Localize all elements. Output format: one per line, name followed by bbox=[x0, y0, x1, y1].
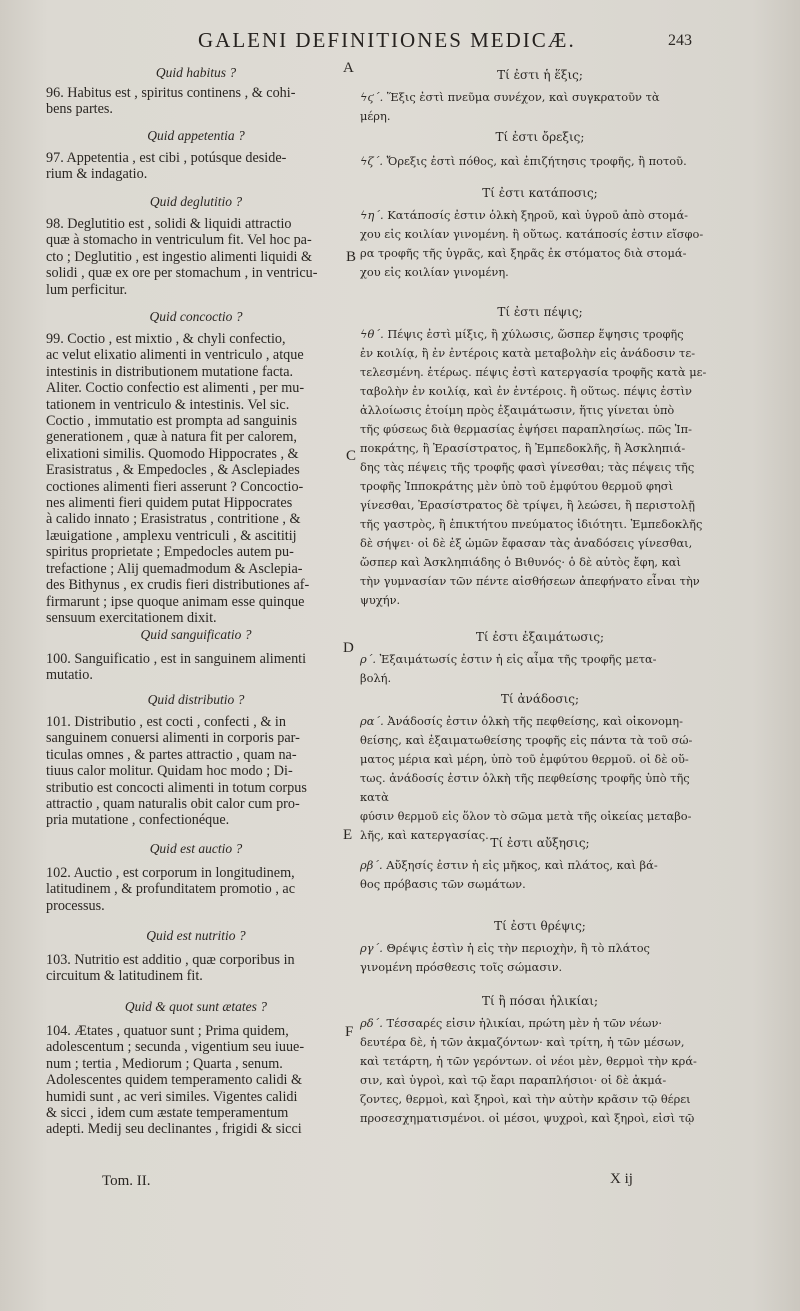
running-title: GALENI DEFINITIONES MEDICÆ. bbox=[198, 28, 576, 52]
latin-heading: Quid sanguificatio ? bbox=[140, 627, 252, 642]
latin-definition-97 bbox=[46, 128, 346, 183]
latin-heading: Quid habitus ? bbox=[155, 65, 237, 80]
greek-heading: Τί ἐστι ἐξαιμάτωσις; bbox=[475, 630, 605, 644]
greek-text: Ἀνάδοσίς ἐστιν ὁλκὴ τῆς πεφθείσης, καὶ οἰκονομη- θείσης, καὶ ἐξαιματωθείσης τροφῆς εἰς πάντα τὰ τοῦ σώ- ματος μέρια καὶ μέρη, ὑπὸ τοῦ ἐμφύτου θερμοῦ. οἱ δὲ οὕ- τως. ἀνάδοσίς ἐστιν ὁλκὴ τῆς πεφθείσης τροφῆς ὑπὸ τῆς κατὰ φύσιν θερμοῦ εἰς ὅλον τὸ σῶμα μετὰ τῆς οἰκείας μεταβο- λῆς, καὶ κατεργασίας. bbox=[360, 714, 693, 842]
greek-heading: Τί ἐστι κατάποσις; bbox=[482, 186, 598, 200]
greek-definition-100 bbox=[360, 630, 720, 688]
greek-text: Αὔξησίς ἐστιν ἡ εἰς μῆκος, καὶ πλάτος, καὶ βά- θος πρόβασις τῶν σωμάτων. bbox=[360, 858, 658, 891]
greek-number: ϟϛ΄. bbox=[360, 90, 384, 104]
latin-heading: Quid distributio ? bbox=[147, 692, 245, 707]
greek-heading: Τί ἐστι ὄρεξις; bbox=[495, 130, 585, 144]
greek-number: ϟζ΄. bbox=[360, 154, 384, 168]
greek-number: ργ΄. bbox=[360, 941, 383, 955]
latin-definition-104 bbox=[46, 999, 346, 1138]
greek-definition-98 bbox=[360, 186, 720, 282]
greek-text: Ἕξις ἐστὶ πνεῦμα συνέχον, καὶ συγκρατοῦν τὰ μέρη. bbox=[360, 90, 660, 123]
greek-text: Ἐξαιμάτωσίς ἐστιν ἡ εἰς αἷμα τῆς τροφῆς μετα- βολή. bbox=[360, 652, 657, 685]
latin-entry: 98. Deglutitio est , solidi & liquidi attractio quæ à stomacho in ventriculum fit. Vel hoc pa- cto ; Deglutitio , est ingestio alimenti liquidi & solidi , quæ ex ore per stomachum , in ventricu- lum perficitur. bbox=[46, 216, 318, 298]
greek-heading: Τί ἐστι ἡ ἕξις; bbox=[497, 68, 583, 82]
greek-number: ϟη΄. bbox=[360, 208, 384, 222]
margin-letter-e: E bbox=[343, 827, 353, 843]
latin-heading: Quid est nutritio ? bbox=[146, 928, 246, 943]
latin-entry: 96. Habitus est , spiritus continens , & cohi- bens partes. bbox=[46, 85, 296, 118]
greek-definition-99 bbox=[360, 305, 720, 610]
greek-entry bbox=[360, 206, 720, 282]
greek-entry bbox=[360, 88, 720, 126]
greek-number: ρβ΄. bbox=[360, 858, 383, 872]
greek-definition-96 bbox=[360, 68, 720, 126]
greek-definition-102 bbox=[360, 836, 720, 894]
greek-text: Κατάποσίς ἐστιν ὁλκὴ ξηροῦ, καὶ ὑγροῦ ἀπὸ στομά- χου εἰς κοιλίαν γινομένη. ἢ οὕτως. κατάποσίς ἐστιν εἴσφο- ρα τροφῆς τῆς ὑγρᾶς, καὶ ξηρᾶς ἐκ στόματος διὰ στομά- χου εἰς κοιλίαν γινομένη. bbox=[360, 208, 704, 279]
greek-text: Τέσσαρές εἰσιν ἡλικίαι, πρώτη μὲν ἡ τῶν νέων· δευτέρα δὲ, ἡ τῶν ἀκμαζόντων· καὶ τρίτη, ἡ τῶν μέσων, καὶ τετάρτη, ἡ τῶν γερόντων. οἱ νέοι μὲν, θερμοὶ τὴν κρά- σιν, καὶ ὑγροὶ, καὶ τῷ ἔαρι παραπλήσιοι· οἱ δὲ ἀκμά- ζοντες, θερμοὶ, καὶ ξηροὶ, καὶ τὴν αὐτὴν κρᾶσιν τῷ θέρει προσεσχηματισμένοι. οἱ μέσοι, ψυχροὶ, καὶ ξηροὶ, εἰσὶ τῷ bbox=[360, 1016, 697, 1125]
margin-letter-c: C bbox=[346, 448, 357, 464]
latin-heading: Quid appetentia ? bbox=[147, 128, 245, 143]
greek-number: ϟθ΄. bbox=[360, 327, 384, 341]
greek-text: Θρέψις ἐστὶν ἡ εἰς τὴν περιοχὴν, ἢ τὸ πλάτος γινομένη πρόσθεσις τοῖς σώμασιν. bbox=[360, 941, 650, 974]
latin-entry: 101. Distributio , est cocti , confecti , & in sanguinem conuersi alimenti in corporis par- ticulas omnes , & partes attractio , quam na- tiuus calor molitur. Quidam hoc modo ; Di- stributio est concocti alimenti in totum corpus attractio , quam naturalis obit calor cum pro- pria mutatione , confectionéque. bbox=[46, 714, 307, 829]
greek-definition-101 bbox=[360, 692, 720, 845]
greek-definition-97 bbox=[360, 130, 720, 171]
latin-definition-103 bbox=[46, 928, 346, 985]
greek-heading: Τί ἐστι αὔξησις; bbox=[490, 836, 590, 850]
latin-definition-101 bbox=[46, 692, 346, 829]
margin-letter-a: A bbox=[343, 60, 354, 76]
running-head bbox=[0, 28, 800, 58]
latin-heading: Quid & quot sunt ætates ? bbox=[124, 999, 268, 1014]
greek-text: Πέψις ἐστὶ μίξις, ἢ χύλωσις, ὥσπερ ἕψησις τροφῆς ἐν κοιλίᾳ, ἢ ἐν ἐντέροις κατὰ μεταβολὴν εἰς ἀνάδοσιν τε- τελεσμένη. ἑτέρως. πέψις ἐστὶ κατεργασία τροφῆς κατὰ με- ταβολὴν ἐν κοιλίᾳ, καὶ ἐν ἐντέροις. ἢ οὕτως. πέψις ἐστὶν ἀλλοίωσις ἑτοίμη πρὸς ἐξαιμάτωσιν, ἥτις γίνεται ὑπὸ τῆς φύσεως διὰ θερμασίας ἑψήσει παραπλησίως. πῶς Ἱπ- ποκράτης, ἢ Ἐρασίστρατος, ἢ Ἐμπεδοκλῆς, ἢ Ἀσκληπιά- δης τὰς πέψεις τῆς τροφῆς φασὶ γίνεσθαι; τὰς πέψεις τῆς τροφῆς Ἱπποκράτης μὲν ὑπὸ τοῦ ἐμφύτου θερμοῦ φησὶ γίνεσθαι, Ἐρασίστρατος δὲ τρίψει, ἢ λεώσει, ἢ περιστολῇ τῆς γαστρὸς, ἢ ἐπικτήτου πνεύματος ἰδιότητι. Ἐμπεδοκλῆς δὲ σήψει· οἱ δὲ ἐξ ὠμῶν ἔφασαν τὰς ἀναδόσεις γίνεσθαι, ὥσπερ καὶ Ἀσκληπιάδης ὁ Βιθυνός· ὁ δὲ αὐτὸς ἔφη, καὶ τὴν γυμνασίαν τῶν πέντε αἰσθήσεων ἀπεφήνατο εἶναι τὴν ψυχήν. bbox=[360, 327, 707, 607]
latin-entry: 102. Auctio , est corporum in longitudinem, latitudinem , & profunditatem promotio , ac processus. bbox=[46, 865, 296, 914]
greek-entry bbox=[360, 939, 720, 977]
margin-letter-d: D bbox=[343, 640, 354, 656]
latin-heading: Quid deglutitio ? bbox=[149, 194, 243, 209]
latin-definition-98 bbox=[46, 194, 346, 298]
greek-heading: Τί ἐστι πέψις; bbox=[497, 305, 583, 319]
greek-definition-104 bbox=[360, 994, 720, 1128]
latin-entry: 103. Nutritio est additio , quæ corporibus in circuitum & latitudinem fit. bbox=[46, 952, 295, 985]
greek-number: ρδ΄. bbox=[360, 1016, 383, 1030]
greek-heading: Τί ἢ πόσαι ἡλικίαι; bbox=[481, 994, 598, 1008]
greek-entry bbox=[360, 152, 720, 171]
greek-entry bbox=[360, 650, 720, 688]
greek-entry bbox=[360, 856, 720, 894]
latin-entry: 104. Ætates , quatuor sunt ; Prima quidem, adolescentum ; secunda , vigentium seu iuue- num ; tertia , Mediorum ; Quarta , senum. Adolescentes quidem temperamento calidi & humidi sunt , ac veri similes. Vigentes calidi & sicci , idem cum æstate temperamentum adepti. Medij seu declinantes , frigidi & sicci bbox=[46, 1023, 305, 1138]
latin-definition-102 bbox=[46, 841, 346, 914]
greek-number: ρα΄. bbox=[360, 714, 384, 728]
latin-definition-96 bbox=[46, 65, 346, 118]
greek-entry bbox=[360, 712, 720, 845]
latin-entry: 97. Appetentia , est cibi , potúsque deside- rium & indagatio. bbox=[46, 150, 287, 183]
latin-entry: 100. Sanguificatio , est in sanguinem alimenti mutatio. bbox=[46, 651, 307, 684]
latin-heading: Quid concoctio ? bbox=[149, 309, 243, 324]
latin-definition-99 bbox=[46, 309, 346, 626]
signature-mark: X ij bbox=[610, 1171, 633, 1187]
latin-entry: 99. Coctio , est mixtio , & chyli confectio, ac velut elixatio alimenti in ventriculo , atque intestinis in distributionem mutatione facta. Aliter. Coctio confectio est alimenti , per mu- tationem in ventriculo & intestinis. Vel sic. Coctio , immutatio est prompta ad sanguinis generationem , quæ à natura fit per calorem, elixationi similis. Quomodo Hippocrates , & Erasistratus , & Empedocles , & Asclepiades coctiones alimenti fieri asserunt ? Concoctio- nes alimenti fieri quidem putat Hippocrates à calido innato ; Erasistratus , contritione , & læuigatione , amplexu ventriculi , & ascititij spiritus proprietate ; Empedocles autem pu- trefactione ; Alij quemadmodum & Asclepia- des Bithynus , ex crudis fieri distributiones af- firmarunt ; ipse quoque animam esse quinque sensuum exercitationem dixit. bbox=[46, 331, 310, 626]
greek-definition-103 bbox=[360, 919, 720, 977]
latin-definition-100 bbox=[46, 627, 346, 684]
volume-footer: Tom. II. bbox=[102, 1173, 151, 1189]
latin-heading: Quid est auctio ? bbox=[149, 841, 243, 856]
margin-letter-f: F bbox=[345, 1024, 354, 1040]
greek-entry bbox=[360, 325, 720, 610]
page-number: 243 bbox=[668, 32, 692, 49]
greek-number: ρ΄. bbox=[360, 652, 377, 666]
greek-heading: Τί ἐστι θρέψις; bbox=[494, 919, 586, 933]
greek-text: Ὄρεξις ἐστὶ πόθος, καὶ ἐπιζήτησις τροφῆς, ἢ ποτοῦ. bbox=[386, 154, 687, 168]
greek-heading: Τί ἀνάδοσις; bbox=[500, 692, 580, 706]
margin-letter-b: B bbox=[346, 249, 357, 265]
greek-entry bbox=[360, 1014, 720, 1128]
